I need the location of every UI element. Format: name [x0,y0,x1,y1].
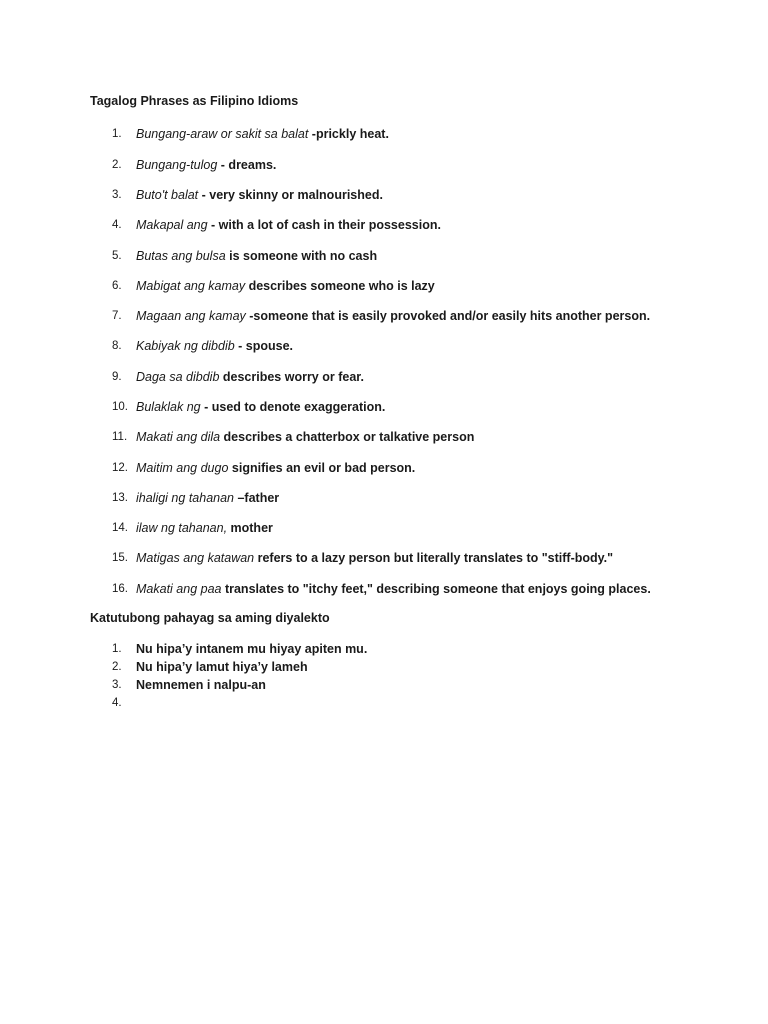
idiom-meaning: mother [227,521,273,535]
idiom-term: Buto't balat [136,188,199,202]
idiom-meaning: - with a lot of cash in their possession. [207,218,441,232]
list-text [136,581,651,597]
list-text [136,460,415,476]
list-number: 3. [112,189,122,201]
list-text [136,217,441,233]
list-text [136,429,474,445]
list-text: Nu hipa’y lamut hiya’y lameh [136,660,308,674]
list-number: 15. [112,552,128,564]
idiom-meaning: -someone that is easily provoked and/or easily hits another person. [245,309,651,323]
list-number: 12. [112,462,128,474]
idiom-meaning: describes worry or fear. [219,370,364,384]
idiom-term: Maitim ang dugo [136,461,229,475]
list-text [136,550,613,566]
idiom-term: Butas ang bulsa [136,249,226,263]
section-heading-native-expressions: Katutubong pahayag sa aming diyalekto [90,611,330,625]
idiom-term: Makapal ang [136,218,208,232]
idiom-term: ilaw ng tahanan, [136,521,228,535]
list-text [136,399,385,415]
list-number: 7. [112,310,122,322]
list-number: 1. [112,643,122,655]
list-text [136,187,383,203]
list-text: Nu hipa’y intanem mu hiyay apiten mu. [136,642,368,656]
list-number: 5. [112,250,122,262]
section-heading-tagalog-idioms: Tagalog Phrases as Filipino Idioms [90,94,299,108]
list-text [136,369,364,385]
idiom-term: ihaligi ng tahanan [136,491,234,505]
idiom-meaning: signifies an evil or bad person. [228,461,416,475]
idiom-term: Matigas ang katawan [136,551,255,565]
idiom-meaning: refers to a lazy person but literally translates to "stiff-body." [254,551,614,565]
idiom-meaning: is someone with no cash [225,249,378,263]
idiom-term: Makati ang dila [136,430,221,444]
list-text [136,520,273,536]
idiom-meaning: –father [234,491,280,505]
idiom-meaning: describes a chatterbox or talkative person [220,430,475,444]
idiom-meaning: - spouse. [234,339,294,353]
list-number: 2. [112,661,122,673]
list-number: 1. [112,128,122,140]
idiom-meaning: - dreams. [217,158,277,172]
idiom-term: Magaan ang kamay [136,309,246,323]
list-number: 14. [112,522,128,534]
list-text [136,248,377,264]
idiom-term: Kabiyak ng dibdib [136,339,235,353]
idiom-term: Mabigat ang kamay [136,279,246,293]
list-number: 4. [112,219,122,231]
list-number: 13. [112,492,128,504]
list-number: 3. [112,679,122,691]
idiom-meaning: translates to "itchy feet," describing someone that enjoys going places. [221,582,651,596]
idiom-term: Makati ang paa [136,582,222,596]
idiom-term: Bungang-tulog [136,158,218,172]
list-text [136,338,293,354]
idiom-term: Bulaklak ng [136,400,201,414]
list-text: Nemnemen i nalpu-an [136,678,266,692]
list-number: 8. [112,340,122,352]
idiom-term: Daga sa dibdib [136,370,220,384]
idiom-meaning: describes someone who is lazy [245,279,435,293]
list-number: 4. [112,697,122,709]
list-number: 2. [112,159,122,171]
list-number: 11. [112,431,128,443]
idiom-term: Bungang-araw or sakit sa balat [136,127,309,141]
list-number: 10. [112,401,128,413]
list-text [136,278,435,294]
list-number: 9. [112,371,122,383]
list-text [136,308,650,324]
list-text [136,490,279,506]
list-text [136,157,276,173]
idiom-meaning: -prickly heat. [308,127,389,141]
idiom-meaning: - very skinny or malnourished. [198,188,383,202]
list-number: 16. [112,583,128,595]
list-number: 6. [112,280,122,292]
list-text [136,126,389,142]
idiom-meaning: - used to denote exaggeration. [200,400,386,414]
